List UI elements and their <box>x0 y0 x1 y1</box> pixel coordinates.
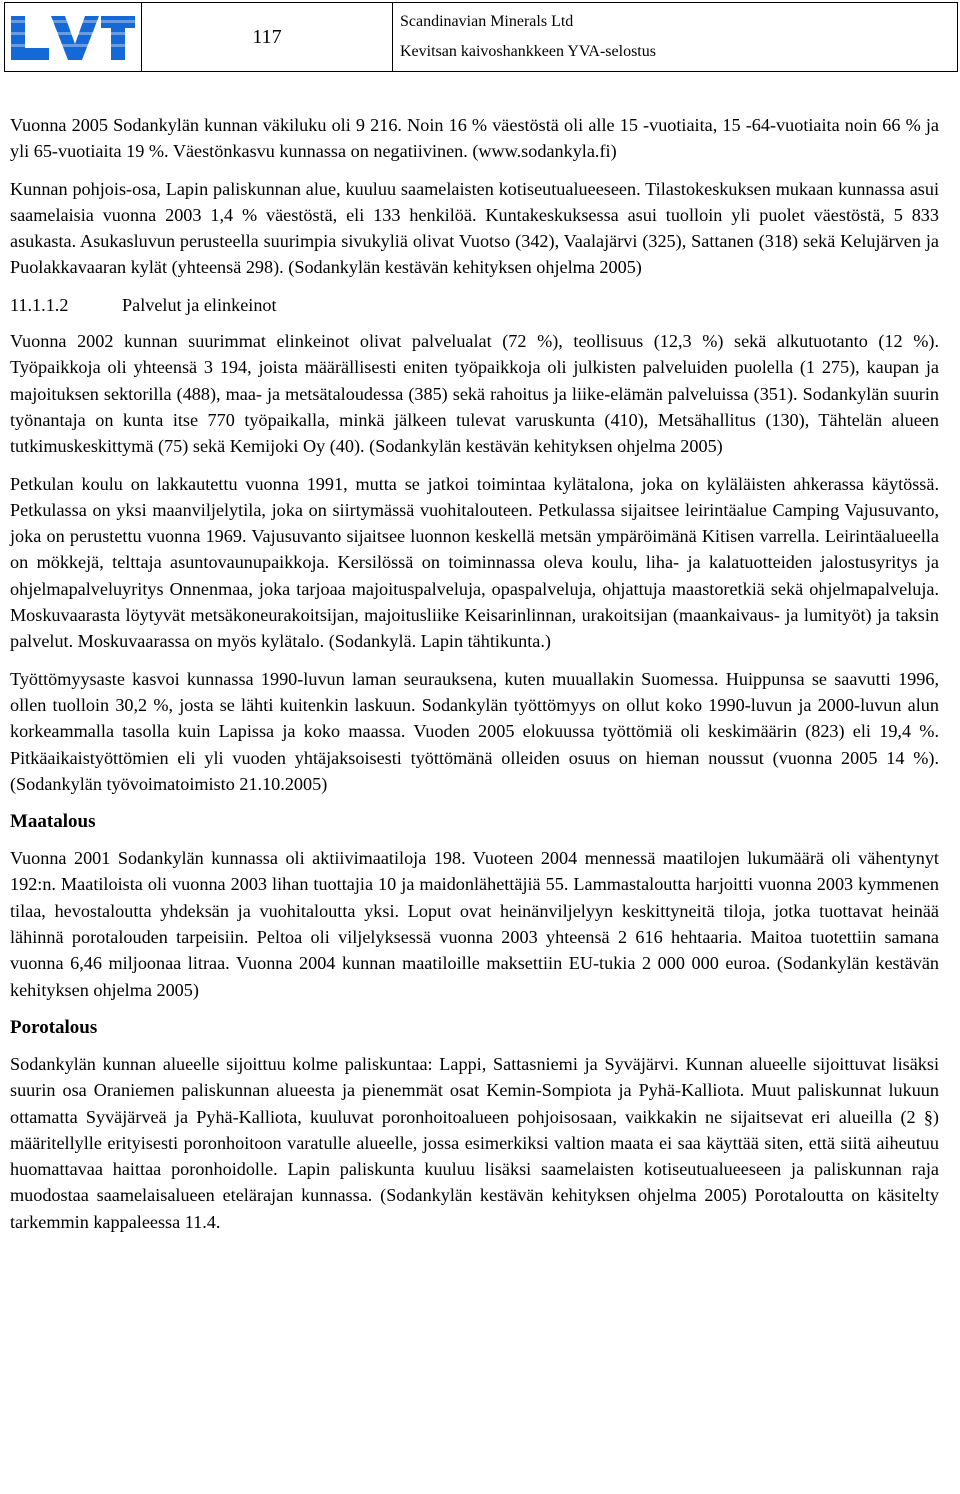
logo-cell <box>5 3 142 72</box>
agriculture-paragraph: Vuonna 2001 Sodankylän kunnassa oli aktiivimaatiloja 198. Vuoteen 2004 mennessä maatilojen lukumäärä oli vähentynyt 192:n. Maatiloista oli vuonna 2003 lihan tuottajia 10 ja maidonlähettäjiä 55. Lammastaloutta harjoitti vuonna 2003 kymmenen tilaa, hevostaloutta yhdeksän ja vuohitaloutta yksi. Loput ovat heinänviljelyyn keskittyneitä tiloja, jotka tuottavat heinää lähinnä porotalouden tarpeisiin. Peltoa oli viljelyksessä vuonna 2003 yhteensä 2 616 hehtaaria. Maitoa tuotettiin samana vuonna 6,46 miljoonaa litraa. Vuonna 2004 kunnan maatiloille maksettiin EU-tukia 2 000 000 euroa. (Sodankylän kestävän kehityksen ohjelma 2005) <box>10 848 939 1000</box>
section-heading-services <box>10 292 939 318</box>
section-number: 11.1.1.2 <box>10 294 69 315</box>
services-paragraph-employment: Vuonna 2002 kunnan suurimmat elinkeinot olivat palvelualat (72 %), teollisuus (12,3 %) sekä alkutuotanto (12 %). Työpaikkoja oli yhteensä 3 194, joista määrällisesti eniten työpaikkoja oli julkisten palveluiden puolella (1 275), kaupan ja majoituksen sektorilla (488), maa- ja metsätaloudessa (385) sekä rahoitus ja liike-elämän palveluissa (351). Sodankylän suurin työnantaja on kunta itse 770 työpaikalla, minkä jälkeen tulevat varuskunta (410), Metsähallitus (130), Tähtelän alueen tutkimuskeskittymä (75) sekä Kemijoki Oy (40). (Sodankylän kestävän kehityksen ohjelma 2005) <box>10 331 939 457</box>
intro-paragraph-sami: Kunnan pohjois-osa, Lapin paliskunnan alue, kuuluu saamelaisten kotiseutualueeseen. Tilastokeskuksen mukaan kunnassa asui saamelaisia vuonna 2003 1,4 % väestöstä, eli 133 henkilöä. Kuntakeskuksessa asui tuolloin yli puolet väestöstä, 5 833 asukasta. Asukasluvun perusteella suurimpia sivukyliä olivat Vuotso (342), Vaalajärvi (325), Sattanen (318) sekä Kelujärven ja Puolakkavaaran kylät (yhteensä 298). (Sodankylän kestävän kehityksen ohjelma 2005) <box>10 178 939 278</box>
company-name: Scandinavian Minerals Ltd <box>400 13 574 30</box>
reindeer-paragraph: Sodankylän kunnan alueelle sijoittuu kolme paliskuntaa: Lappi, Sattasniemi ja Syväjärvi. Kunnan alueelle sijoittuvat lisäksi suurin osa Oraniemen paliskunnan alueesta ja pienemmät osat Kemin-Sompiota ja Pyhä-Kalliota. Muut paliskunnat lukuun ottamatta Syväjärveä ja Pyhä-Kalliota, kuuluvat poronhoitoalueen pohjoisosaan, vaikkakin ne sijaitsevat eri alueilla (2 §) määritellylle erityisesti poronhoitoon varatulle alueelle, jossa esimerkiksi valtion maata ei saa käyttää siten, että siitä aiheutuu huomattavaa haittaa poronhoidolle. Lapin paliskunta kuuluu lisäksi saamelaisten kotiseutualueeseen ja paliskunnan raja muodostaa saamelaisalueen etelärajan kunnassa. (Sodankylän kestävän kehityksen ohjelma 2005) Porotaloutta on käsitelty tarkemmin kappaleessa 11.4. <box>10 1053 939 1232</box>
header-company-cell <box>393 3 958 72</box>
project-title: Kevitsan kaivoshankkeen YVA-selostus <box>400 43 656 60</box>
section-title: Palvelut ja elinkeinot <box>122 294 277 315</box>
lvt-logo <box>9 12 137 62</box>
intro-paragraph-population: Vuonna 2005 Sodankylän kunnan väkiluku oli 9 216. Noin 16 % väestöstä oli alle 15 -vuotiaita, 15 -64-vuotiaita noin 66 % ja yli 65-vuotiaita 19 %. Väestönkasvu kunnassa on negatiivinen. (www.sodankyla.fi) <box>10 115 939 162</box>
services-paragraph-unemployment: Työttömyysaste kasvoi kunnassa 1990-luvun laman seurauksena, kuten muuallakin Suomessa. Huippunsa se saavutti 1996, ollen tuolloin 30,2 %, josta se lähti kuitenkin laskuun. Sodankylän työttömyys on ollut koko 1990-luvun ja 2000-luvun alun korkeammalla tasolla kuin Lapissa ja koko maassa. Vuoden 2005 elokuussa työttömiä oli keskimäärin (823) eli 19,4 %. Pitkäaikaistyöttömien eli yli vuoden yhtäjaksoisesti työttömänä olleiden osuus on hieman noussut (vuonna 2005 14 %). (Sodankylän työvoimatoimisto 21.10.2005) <box>10 668 939 794</box>
section-heading-agriculture: Maatalous <box>10 811 96 833</box>
page-header <box>4 2 958 72</box>
header-table <box>4 2 958 72</box>
document-body <box>10 112 939 1235</box>
section-heading-reindeer: Porotalous <box>10 1016 98 1038</box>
services-paragraph-villages: Petkulan koulu on lakkautettu vuonna 1991, mutta se jatkoi toimintaa kylätalona, joka on kyläläisten ahkerassa käytössä. Petkulassa on yksi maanviljelytila, joka on siirtymässä vuohitalouteen. Petkulassa sijaitsee leirintäalue Camping Vajusuvanto, joka on perustettu vuonna 1969. Vajusuvanto sijaitsee luonnon keskellä metsän ympäröimänä Kitisen varrella. Leirintäalueella on mökkejä, telttaja asuntovaunupaikkoja. Kersilössä on toiminnassa oleva koulu, liha- ja kalatuotteiden jalostusyritys ja ohjelmapalveluyritys Onnenmaa, joka tarjoaa majoituspalveluja, opaspalveluja, ohjattuja maastoretkiä sekä ohjelmapalveluja. Moskuvaarasta löytyvät metsäkoneurakoitsijan, majoitusliike Keisarinlinnan, urakoitsijan (maankaivaus- ja lumityöt) ja taksin palvelut. Moskuvaarassa on myös kylätalo. (Sodankylä. Lapin tähtikunta.) <box>10 473 939 652</box>
page-number: 117 <box>142 3 393 72</box>
